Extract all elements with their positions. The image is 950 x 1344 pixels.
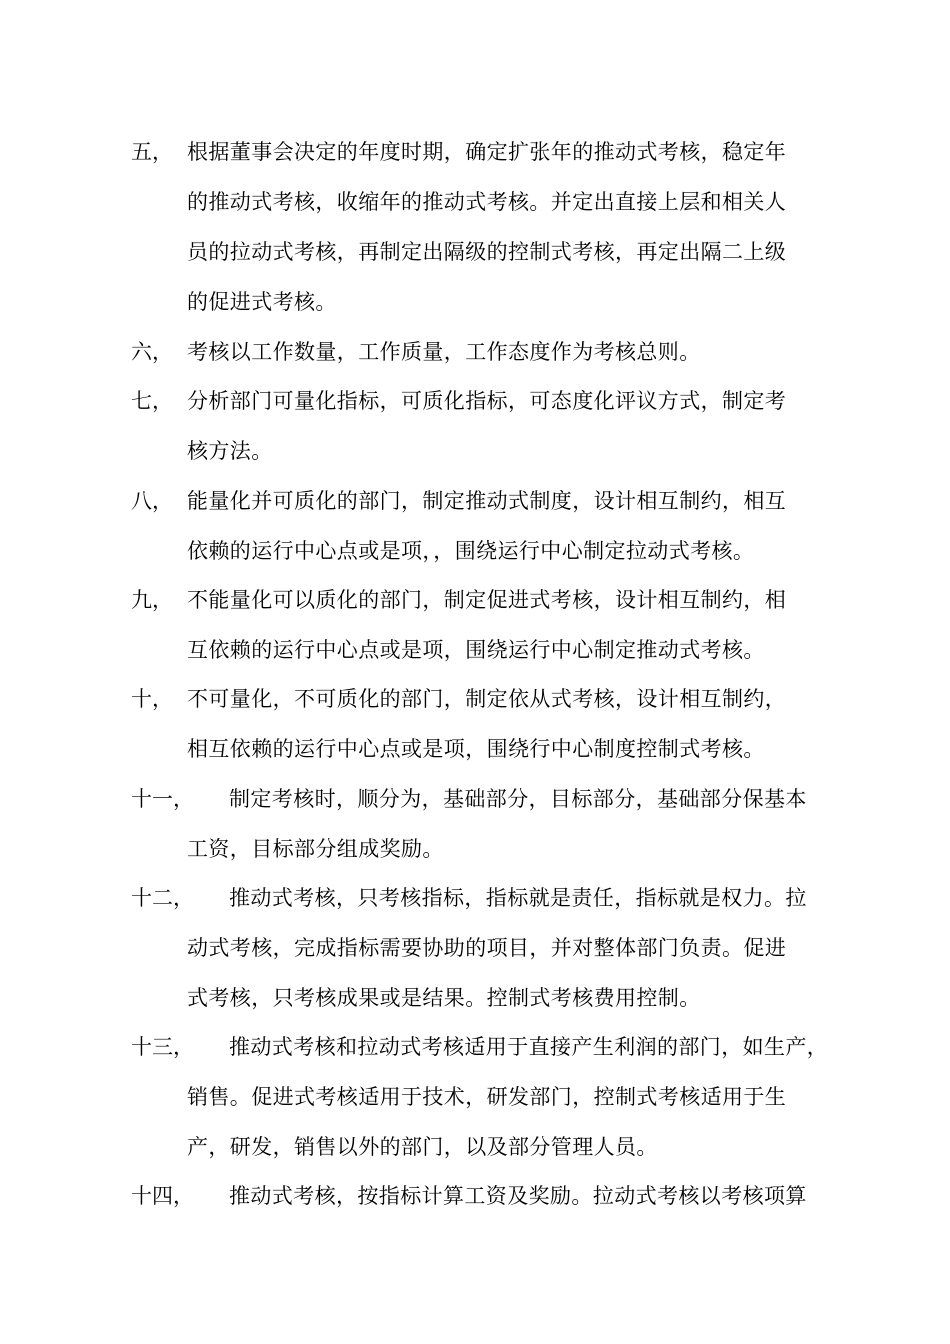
clause-text-line: 制定考核时，顺分为，基础部分，目标部分，基础部分保基本 (229, 787, 807, 811)
clause-text-line: 根据董事会决定的年度时期，确定扩张年的推动式考核，稳定年 (187, 140, 787, 164)
clause-number: 十四， (131, 1184, 194, 1208)
clause-text-line: 能量化并可质化的部门，制定推动式制度，设计相互制约，相互 (187, 489, 787, 513)
clause-text-line: 互依赖的运行中心点或是项，围绕运行中心制定推动式考核。 (187, 638, 765, 662)
clause-text-line: 推动式考核，只考核指标，指标就是责任，指标就是权力。拉 (229, 886, 807, 910)
clause-number: 十， (131, 687, 173, 711)
clause-text-line: 推动式考核和拉动式考核适用于直接产生利润的部门，如生产， (229, 1035, 829, 1059)
clause-number: 十一， (131, 787, 194, 811)
clause-number: 九， (131, 588, 173, 612)
clause-number: 七， (131, 389, 173, 413)
clause-number: 五， (131, 140, 173, 164)
clause-text-line: 依赖的运行中心点或是项，，围绕运行中心制定拉动式考核。 (187, 539, 755, 563)
clause-text-line: 的推动式考核，收缩年的推动式考核。并定出直接上层和相关人 (187, 190, 787, 214)
clause-text-line: 销售。促进式考核适用于技术，研发部门，控制式考核适用于生 (187, 1085, 787, 1109)
clause-text-line: 工资，目标部分组成奖励。 (187, 837, 444, 861)
clause-number: 十二， (131, 886, 194, 910)
clause-text-line: 不可量化，不可质化的部门，制定依从式考核，设计相互制约， (187, 687, 787, 711)
clause-number: 十三， (131, 1035, 194, 1059)
clause-text-line: 式考核，只考核成果或是结果。控制式考核费用控制。 (187, 986, 701, 1010)
clause-text-line: 推动式考核，按指标计算工资及奖励。拉动式考核以考核项算 (229, 1184, 807, 1208)
clause-text-line: 不能量化可以质化的部门，制定促进式考核，设计相互制约，相 (187, 588, 787, 612)
clause-text-line: 分析部门可量化指标，可质化指标，可态度化评议方式，制定考 (187, 389, 787, 413)
clause-text-line: 产，研发，销售以外的部门，以及部分管理人员。 (187, 1135, 658, 1159)
clause-text-line: 核方法。 (187, 439, 273, 463)
clause-text-line: 考核以工作数量，工作质量，工作态度作为考核总则。 (187, 340, 701, 364)
clause-text-line: 动式考核，完成指标需要协助的项目，并对整体部门负责。促进 (187, 936, 787, 960)
clause-number: 八， (131, 489, 173, 513)
clause-number: 六， (131, 340, 173, 364)
clause-text-line: 员的拉动式考核，再制定出隔级的控制式考核，再定出隔二上级 (187, 240, 787, 264)
clause-text-line: 的促进式考核。 (187, 290, 337, 314)
clause-text-line: 相互依赖的运行中心点或是项，围绕行中心制度控制式考核。 (187, 737, 765, 761)
